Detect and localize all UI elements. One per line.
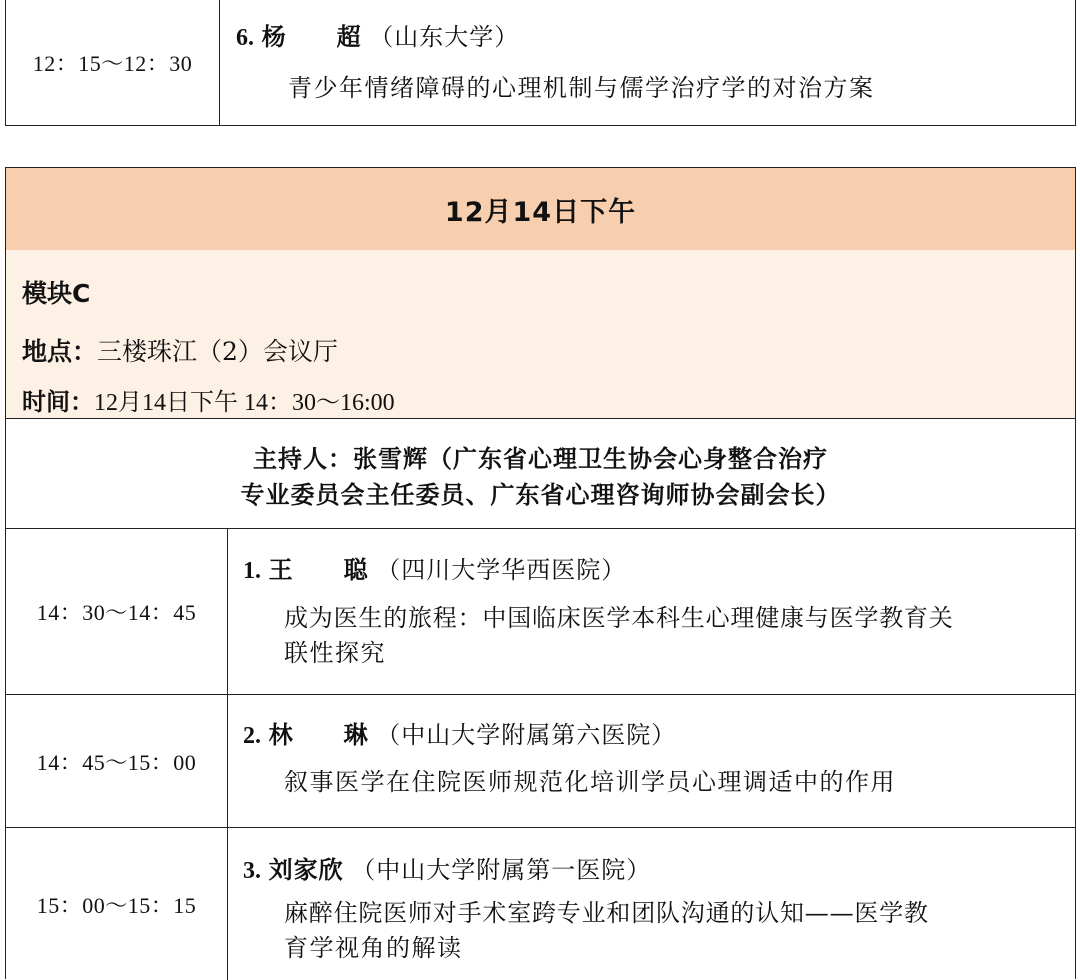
- table-row: [6, 695, 1075, 828]
- speaker-line: [236, 17, 519, 52]
- session-header: 12月14日下午: [6, 168, 1075, 251]
- talk-title: 青少年情绪障碍的心理机制与儒学治疗学的对治方案: [288, 74, 875, 102]
- talk-title: 叙事医学在住院医师规范化培训学员心理调适中的作用: [284, 768, 896, 796]
- table-row: [6, 0, 1075, 125]
- location-value: 三楼珠江（2）会议厅: [97, 337, 338, 366]
- session-table: [5, 167, 1076, 979]
- talk-time: 15：00～15：15: [6, 828, 228, 980]
- speaker-name: 王 聪: [268, 555, 369, 584]
- talk-info: [228, 828, 1075, 980]
- talk-info: [220, 0, 1075, 125]
- talk-time: 14：30～14：45: [6, 529, 228, 694]
- speaker-line: [243, 715, 676, 750]
- talk-info: [228, 695, 1075, 827]
- speaker-name: 林 琳: [268, 720, 369, 749]
- speaker-affiliation: （山东大学）: [369, 23, 520, 51]
- speaker-line: [243, 850, 651, 885]
- talk-info: [228, 529, 1075, 694]
- talk-number: 2.: [243, 723, 261, 749]
- talk-number: 3.: [243, 858, 261, 884]
- time-label: 时间：: [22, 388, 94, 416]
- host-line-1: 主持人：张雪辉（广东省心理卫生协会心身整合治疗: [253, 445, 828, 473]
- previous-session-table: [5, 0, 1076, 126]
- talk-time: 12：15～12：30: [6, 0, 220, 125]
- location-label: 地点：: [22, 337, 98, 366]
- speaker-affiliation: （中山大学附属第六医院）: [376, 721, 677, 749]
- speaker-affiliation: （中山大学附属第一医院）: [351, 856, 652, 884]
- table-row: [6, 529, 1075, 695]
- talk-time: 14：45～15：00: [6, 695, 228, 827]
- host-line-2: 专业委员会主任委员、广东省心理咨询师协会副会长）: [240, 481, 841, 509]
- speaker-affiliation: （四川大学华西医院）: [376, 556, 627, 584]
- module-info: [6, 250, 1075, 419]
- host-info: [6, 418, 1075, 529]
- speaker-line: [243, 550, 626, 585]
- module-name: 模块C: [22, 279, 91, 308]
- module-time: [22, 382, 395, 417]
- module-location: [22, 332, 338, 368]
- table-row: [6, 828, 1075, 980]
- time-value: 12月14日下午 14：30～16:00: [94, 390, 395, 416]
- talk-title: 麻醉住院医师对手术室跨专业和团队沟通的认知——医学教 育学视角的解读: [284, 899, 929, 962]
- talk-number: 1.: [243, 558, 261, 584]
- speaker-name: 杨 超: [261, 22, 362, 51]
- talk-number: 6.: [236, 25, 254, 51]
- speaker-name: 刘家欣: [268, 855, 344, 884]
- talk-title: 成为医生的旅程：中国临床医学本科生心理健康与医学教育关 联性探究: [284, 604, 954, 667]
